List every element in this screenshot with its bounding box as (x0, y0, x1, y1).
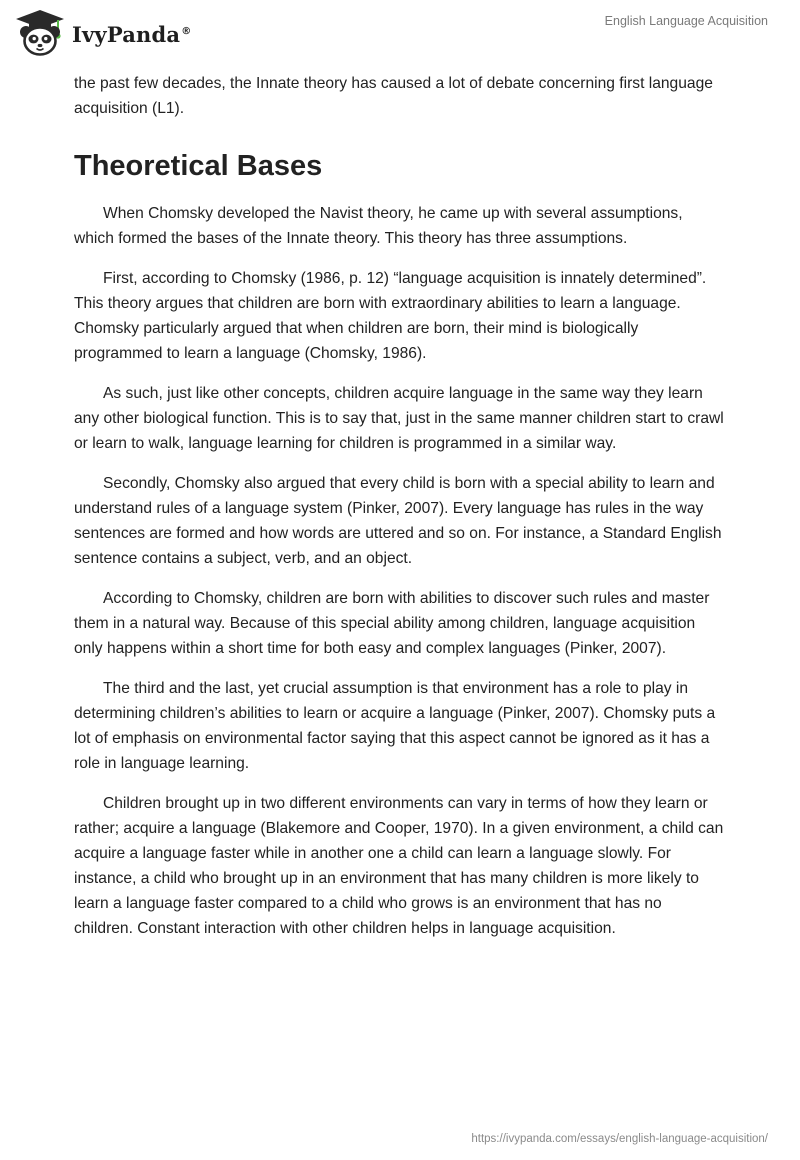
paragraph: First, according to Chomsky (1986, p. 12) “language acquisition is innately determined”. This theory argues that children are born with extraordinary abilities to learn a language. Chomsky particularly argued that when children are born, their mind is biologically programmed to learn a language (Chomsky, 1986). (74, 270, 707, 362)
paragraph: As such, just like other concepts, children acquire language in the same way they learn any other biological function. This is to say that, just in the same manner children start to crawl or learn to walk, language learning for children is programmed in a similar way. (74, 385, 724, 452)
paragraph: Children brought up in two different environments can vary in terms of how they learn or rather; acquire a language (Blakemore and Cooper, 1970). In a given environment, a child can acquire a language faster while in another one a child can learn a language slowly. For instance, a child who brought up in an environment that has many children is more likely to learn a language faster compared to a child who grows is an environment that has no children. Constant interaction with other children helps in language acquisition. (74, 795, 724, 937)
page-header (0, 0, 800, 66)
section-heading: Theoretical Bases (74, 150, 323, 182)
paragraph: According to Chomsky, children are born with abilities to discover such rules and master them in a natural way. Because of this special ability among children, language acquisition only happens within a short time for both easy and complex languages (Pinker, 2007). (74, 590, 710, 657)
brand-name: IvyPanda® (72, 21, 192, 47)
panda-graduate-icon (14, 8, 66, 58)
document-title: English Language Acquisition (604, 14, 768, 28)
registered-mark: ® (181, 25, 192, 37)
article-body (74, 71, 724, 941)
brand-logo[interactable] (14, 8, 191, 58)
paragraph: The third and the last, yet crucial assumption is that environment has a role to play in determining children’s abilities to learn or acquire a language (Pinker, 2007). Chomsky puts a lot of emphasis on environmental factor saying that this aspect cannot be ignored as it has a role in language learning. (74, 680, 716, 772)
source-url[interactable]: https://ivypanda.com/essays/english-language-acquisition/ (471, 1133, 768, 1145)
paragraph: When Chomsky developed the Navist theory, he came up with several assumptions, which formed the bases of the Innate theory. This theory has three assumptions. (74, 205, 683, 247)
paragraph: Secondly, Chomsky also argued that every child is born with a special ability to learn and understand rules of a language system (Pinker, 2007). Every language has rules in the way sentences are formed and how words are uttered and so on. For instance, a Standard English sentence contains a subject, verb, and an object. (74, 475, 722, 567)
lead-paragraph: the past few decades, the Innate theory has caused a lot of debate concerning first language acquisition (L1). (74, 75, 713, 117)
